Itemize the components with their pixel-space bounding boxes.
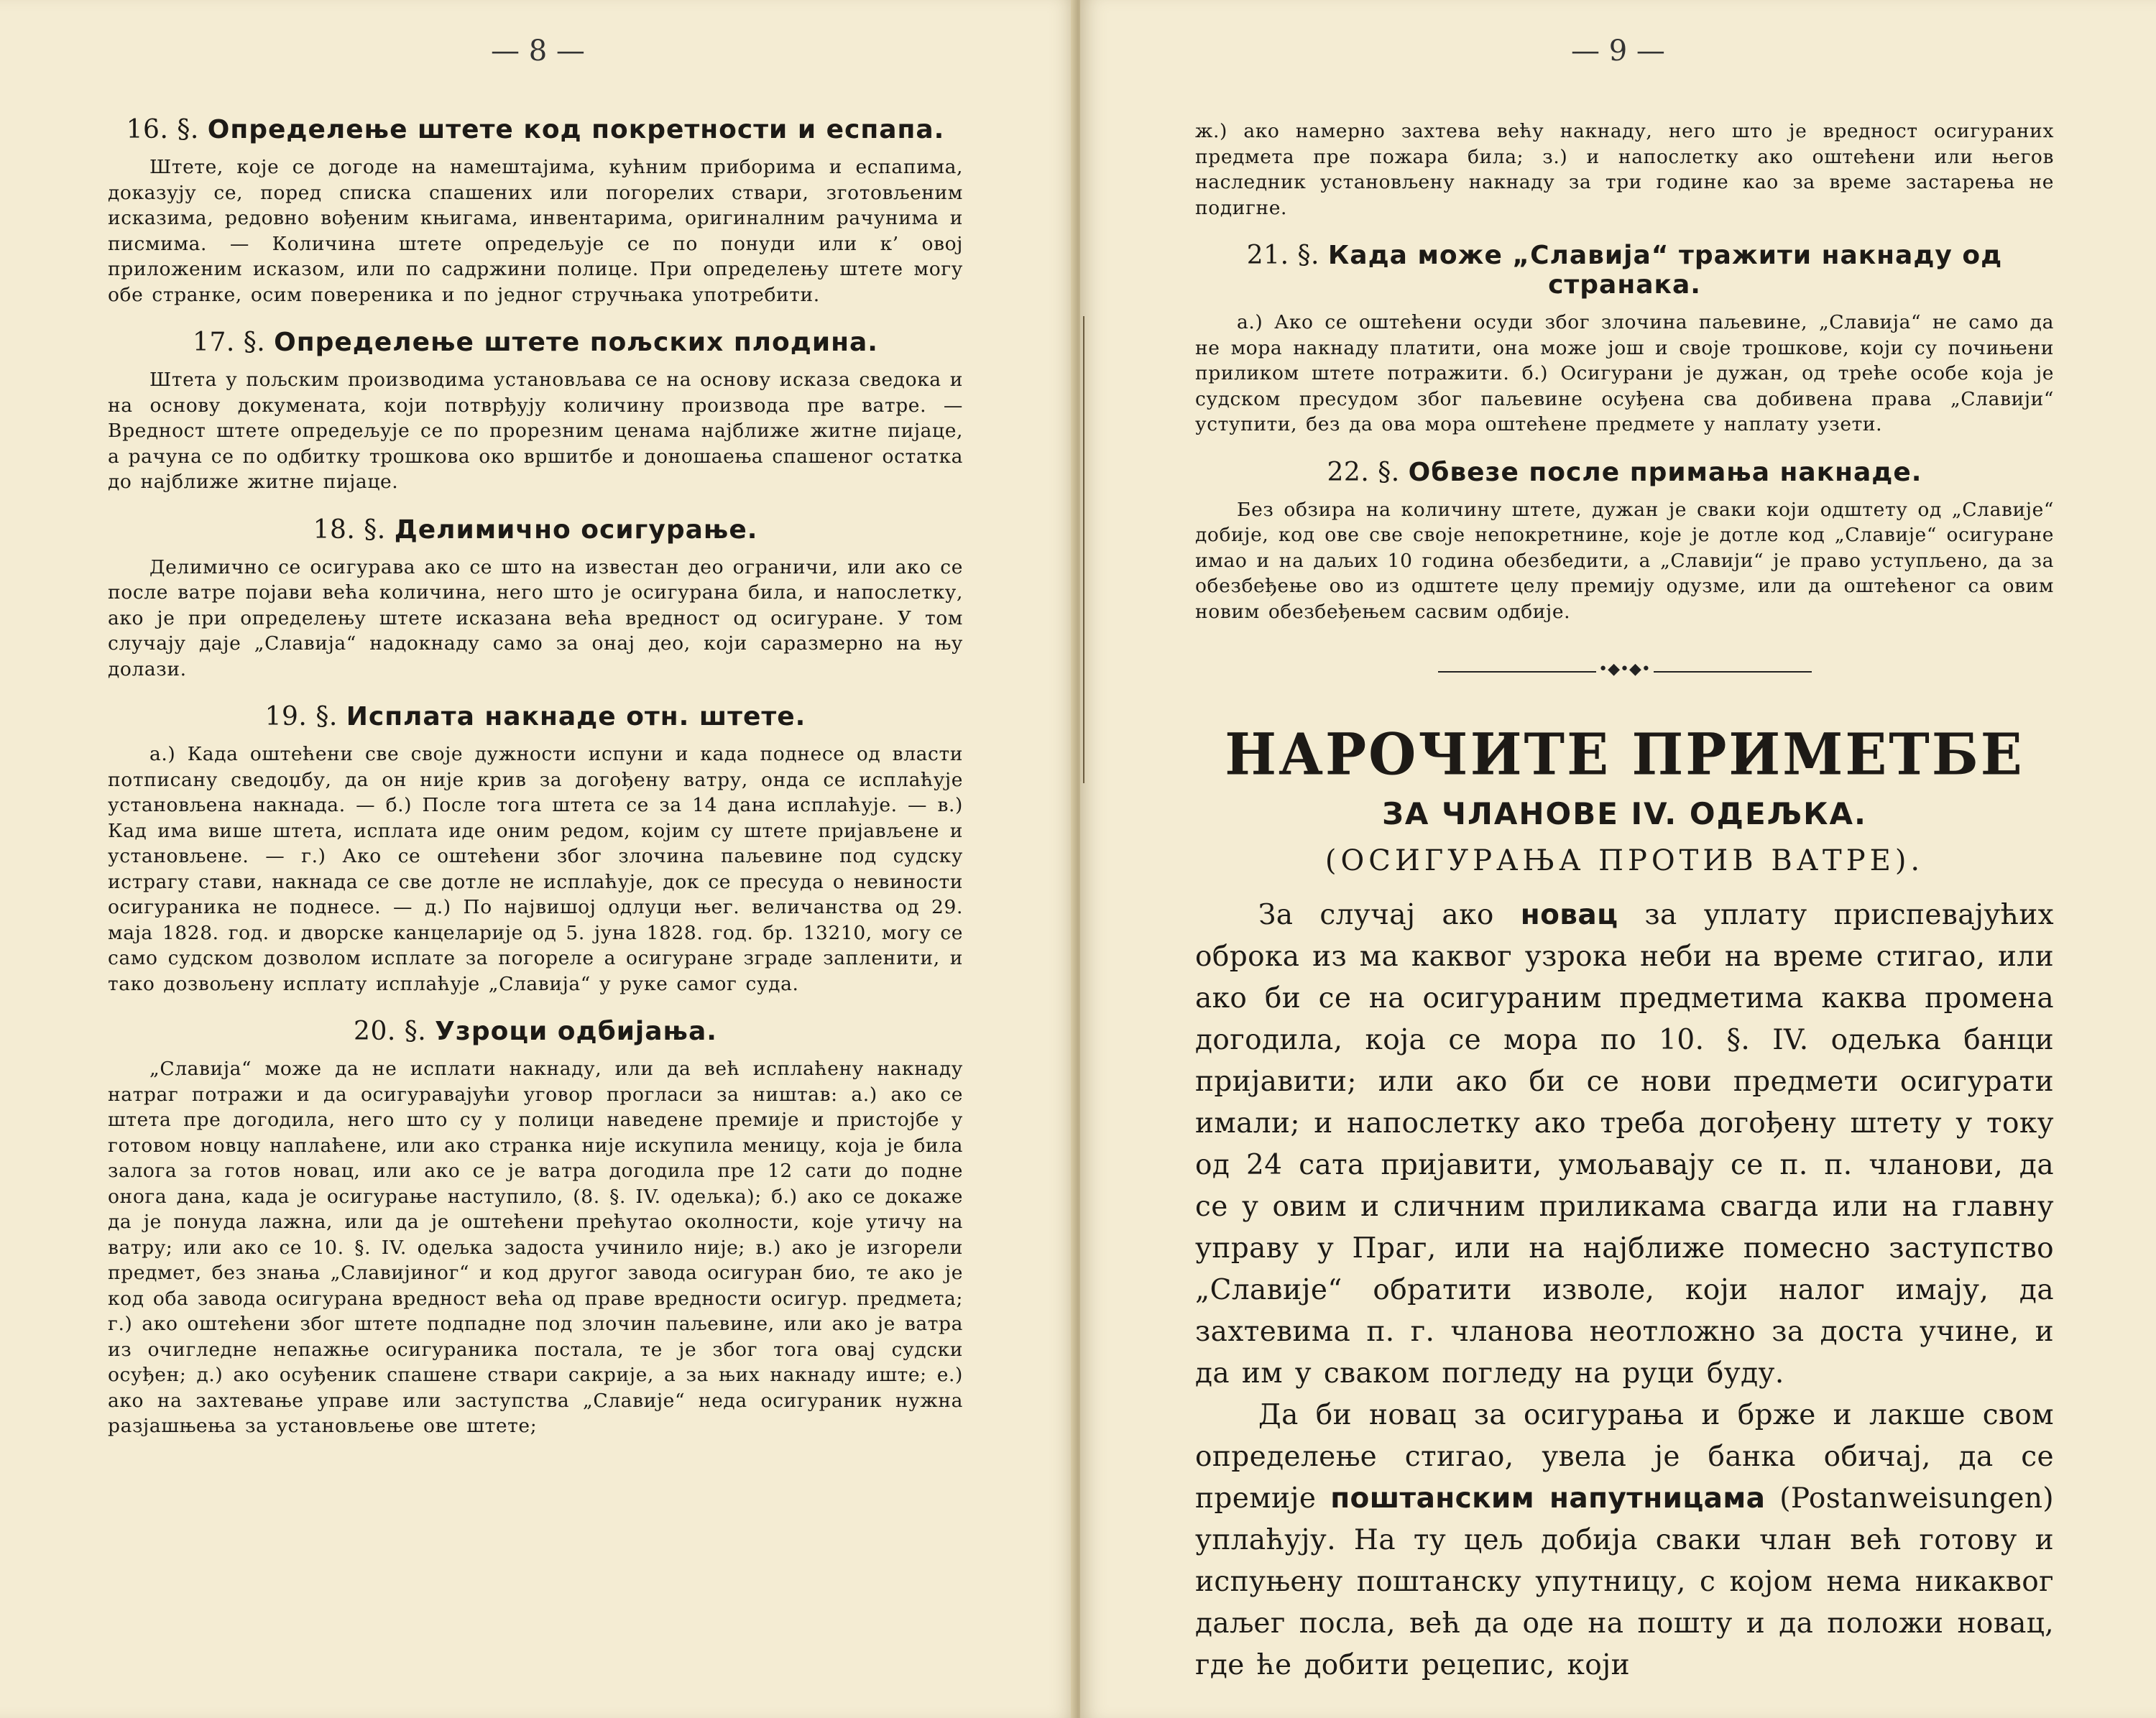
- divider-line-right: [1654, 671, 1812, 673]
- notes-paragraph-2: [1195, 1395, 2054, 1686]
- ornamental-divider: [1438, 660, 1812, 679]
- section-text: „Славија“ може да не исплати накнаду, или да већ исплаћену накнаду натраг потражи и да осигуравајући уговор прогласи за ништав: а.) ако се штета пре догодила, него што су у полици наведене премије и пристојбе у готовом новцу наплаћене, или ако странка није искупила меницу, која је била залога за готов новац, или ако се је ватра догодила пре 12 сати до подне онога дана, када је осигурање наступило, (8. §. IV. одељка); б.) ако се докаже да је понуда лажна, или да је оштећени прећутао околности, које утичу на ватру; или ако се 10. §. IV. одељка задоста учинило није; в.) ако је изгорели предмет, без знања „Славијиног“ и код другог завода осигуран био, те ако је код оба завода осигурана вредност већа од праве вредности осигур. предмета; г.) ако оштећени због штете подпадне под злочин паљевине, или ако је ватра из очигледне непажње осигураника постала, те је због тога овај судски осуђен; д.) ако осуђеник спашене ствари сакрије, а за њих накнаду иште; е.) ако на захтевање управе или заступства „Славије“ неда осигураник нужна разјашњења за установљење ове штете;: [108, 1058, 963, 1437]
- section-heading: [1195, 458, 2054, 487]
- text-run: (Postanweisungen) уплаћују. На ту цељ добија сваки члан већ готову и испуњену поштанску упутницу, с којом нема никаквог даљег посла, већ да оде на пошту и да положи новац, где ће добити рецепис, који: [1195, 1482, 2055, 1681]
- section-heading: [108, 115, 963, 144]
- notes-paragraph-1: [1195, 895, 2054, 1395]
- section-18: [108, 515, 963, 683]
- divider-ornament-icon: •◆•◆•: [1598, 660, 1651, 678]
- section-title: Определење штете пољских плодина.: [274, 328, 878, 357]
- section-heading: [108, 328, 963, 357]
- section-20: [108, 1017, 963, 1439]
- section-title: Када може „Славија“ тражити накнаду од странака.: [1327, 241, 2003, 300]
- section-text: Штета у пољским производима установљава се на основу исказа сведока и на основу докумената, који потврђују количину производа пре ватре. — Вредност штете опредељује се по прорезним ценама најближе житне пијаце, а рачуна се по одбитку трошкова око вршитбе и доношаења спашеног остатка до најближе житне пијаце.: [108, 369, 963, 493]
- section-title: Обвезе после примања накнаде.: [1408, 457, 1922, 487]
- section-number: 22. §.: [1327, 457, 1400, 487]
- section-number: 21. §.: [1246, 241, 1319, 270]
- section-title: Узроци одбијања.: [435, 1017, 717, 1046]
- text-run: За случај ако: [1258, 899, 1521, 931]
- section-21: [1195, 241, 2054, 438]
- notes-subtitle: ЗА ЧЛАНОВЕ IV. ОДЕЉКА.: [1382, 796, 1867, 831]
- section-number: 19. §.: [264, 702, 338, 731]
- continuation-text: ж.) ако намерно захтева већу накнаду, него што је вредност осигураних предмета пре пожара била; з.) и напослетку ако оштећени или његов наследник установљену накнаду за три године као за време застарења не подигне.: [1195, 120, 2054, 219]
- section-number: 16. §.: [126, 115, 199, 144]
- binding-mark: [1083, 316, 1084, 783]
- notes-subtitle-parenthetical: (ОСИГУРАЊА ПРОТИВ ВАТРЕ).: [1325, 844, 1925, 877]
- section-number: 18. §.: [313, 514, 386, 545]
- section-heading: [108, 1017, 963, 1046]
- section-number: 17. §.: [193, 328, 266, 357]
- right-page: [1080, 0, 2156, 1718]
- section-16: [108, 115, 963, 308]
- section-text: а.) Када оштећени све своје дужности испуни и када поднесе од власти потписану сведоџбу, да он није крив за догођену ватру, онда се исплаћује установљена накнада. — б.) После тога штета се за 14 дана исплаћује. — в.) Кад има више штета, исплата иде оним редом, којим су штете пријављене и установљене. — г.) Ако се оштећени због злочина паљевине под судску истрагу стави, накнада се све дотле не исплаћује, док се пресуда о невиности осигураника не поднесе. — д.) По највишој одлуци њег. величанства од 29. маја 1828. год. и дворске канцеларије од 5. јуна 1828. год. бр. 13210, могу се само судском дозволом исплате за погореле а осигуране зграде запленити, и тако дозвољену исплату исплаћује „Славија“ у руке самог суда.: [108, 743, 963, 995]
- section-text: а.) Ако се оштећени осуди због злочина паљевине, „Славија“ не само да не мора накнаду платити, она може још и своје трошкове, који су почињени приликом штете потражити. б.) Осигурани је дужан, од треће особе која је судском пресудом због паљевине осуђена сва добивена права „Славији“ уступити, без да ова мора оштећене предмете у наплату узети.: [1195, 311, 2054, 435]
- section-19: [108, 702, 963, 997]
- divider-line-left: [1438, 671, 1596, 673]
- section-17: [108, 328, 963, 495]
- left-page: [0, 0, 1076, 1718]
- bold-term: новац: [1520, 899, 1618, 931]
- section-text: Штете, које се догоде на намештајима, кућним приборима и еспапима, доказују се, поред списка спашених или погорелих ствари, зготовљеним исказима, редовно вођеним књигама, инвентарима, оригиналним рачунима и писмима. — Количина штете опредељује се по понуди или к’ овој приложеним исказом, или по садржини полице. При определењу штете могу обе странке, осим повереника и по једног стручњака употребити.: [108, 156, 963, 306]
- section-number: 20. §.: [354, 1017, 427, 1046]
- section-title: Исплата накнаде отн. штете.: [346, 702, 806, 731]
- page-number: — 8 —: [491, 34, 585, 68]
- left-column: [108, 115, 963, 1459]
- section-title: Определење штете код покретности и еспапа.: [207, 115, 945, 144]
- page-number: — 9 —: [1571, 34, 1665, 68]
- section-heading: [108, 702, 963, 731]
- section-22: [1195, 458, 2054, 625]
- section-text: Делимично се осигурава ако се што на известан део ограничи, или ако се после ватре појави већа количина, него што је осигурана била, и напослетку, ако је при определењу штете исказана већа вредност од осигуране. У том случају даје „Славија“ надокнаду само за онај део, који саразмерно на њу долази.: [108, 555, 963, 680]
- section-heading: [1195, 241, 2054, 300]
- section-text: Без обзира на количину штете, дужан је сваки који одштету од „Славије“ добије, код ове све своје непокретнине, које је дотле код „Славије“ осигуране имао и на даљих 10 година обезбедити, а „Славији“ је право уступљено, да за обезбеђење ово из одштете целу премију одузме, или да оштећеног са овим новим обезбеђењем сасвим одбије.: [1195, 498, 2054, 623]
- right-column: [1195, 119, 2054, 1686]
- notes-title: НАРОЧИТЕ ПРИМЕТБЕ: [1225, 720, 2024, 788]
- text-run: Да би новац за осигурања и брже и лакше свом определење стигао, увела је банка обичај, да се премије: [1195, 1399, 2054, 1515]
- bold-term: поштанским напутницама: [1330, 1482, 1766, 1515]
- section-heading: [108, 515, 963, 545]
- text-run: за уплату приспевајућих оброка из ма каквог узрока неби на време стигао, или ако би се на осигураним предметима каква промена догодила, која се мора по 10. §. IV. одељка банци пријавити; или ако би се нови предмети осигурати имали; и напослетку ако треба догођену штету у току од 24 сата пријавити, умољавају се п. п. чланови, да се у овим и сличним приликама свагда или на главну управу у Праг, или на најближе помесно заступство „Славије“ обратити изволе, који налог имају, да захтевима п. г. чланова неотложно за доста учине, и да им у сваком погледу на руци буду.: [1195, 899, 2055, 1390]
- section-title: Делимично осигурање.: [394, 514, 758, 545]
